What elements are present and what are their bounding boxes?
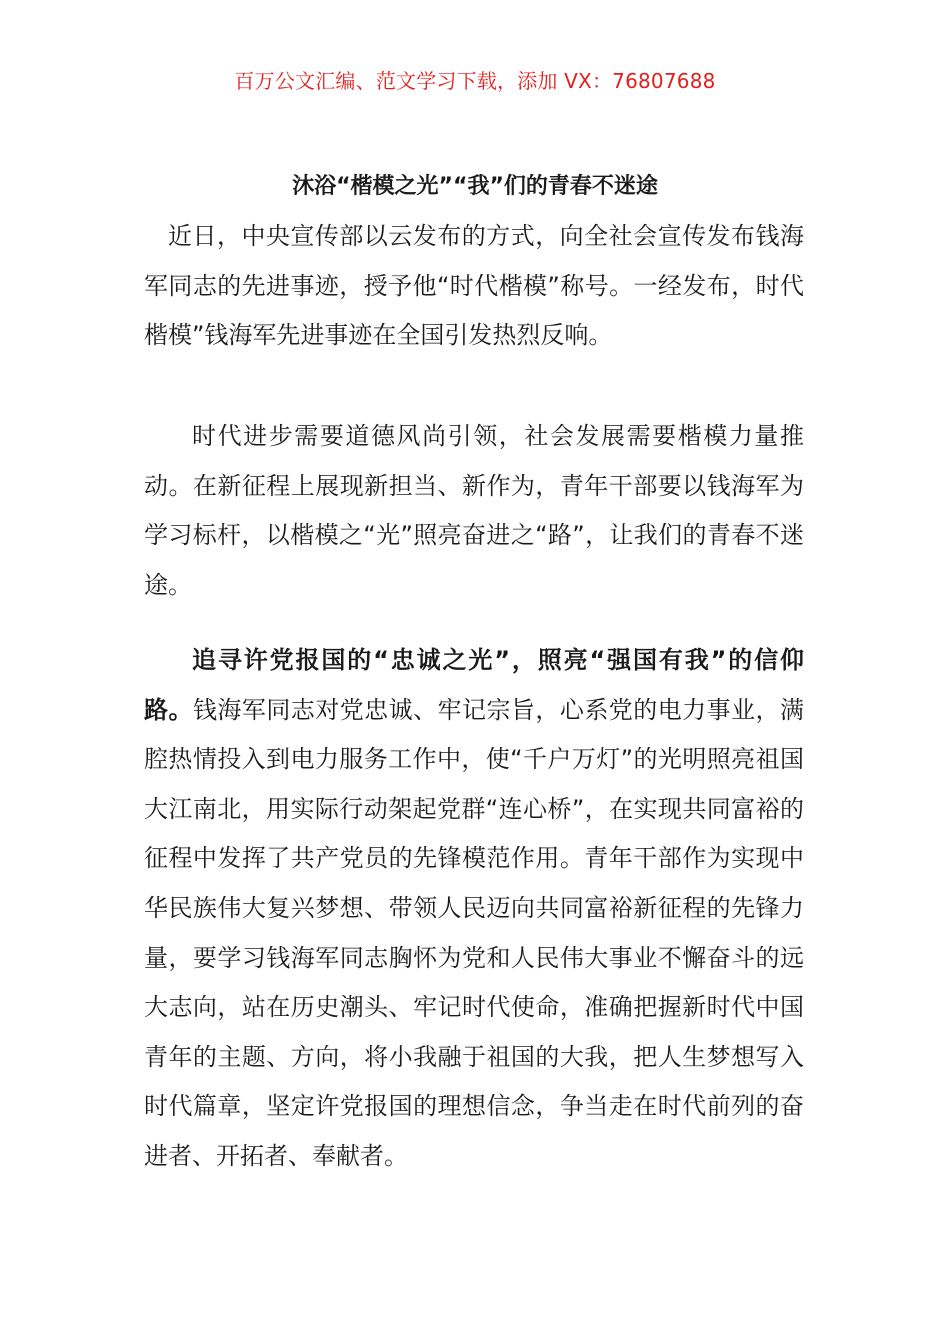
document-title: 沐浴“楷模之光”“我”们的青春不迷途 [292,174,658,199]
paragraph-intro: 近日，中央宣传部以云发布的方式，向全社会宣传发布钱海军同志的先进事迹，授予他“时代楷模”称号。一经发布，时代楷模”钱海军先进事迹在全国引发热烈反响。 [144,222,804,350]
section-1-lead: 追寻许党报国的“忠诚之光”，照亮“强国有我”的信仰路。 [144,646,804,724]
header-watermark-note: 百万公文汇编、范文学习下载，添加 VX：76807688 [234,69,716,93]
section-1-body: 钱海军同志对党忠诚、牢记宗旨，心系党的电力事业，满腔热情投入到电力服务工作中，使“千户万灯”的光明照亮祖国大江南北，用实际行动架起党群“连心桥”，在实现共同富裕的征程中发挥了共产党员的先锋模范作用。青年干部作为实现中华民族伟大复兴梦想、带领人民迈向共同富裕新征程的先锋力量，要学习钱海军同志胸怀为党和人民伟大事业不懈奋斗的远大志向，站在历史潮头、牢记时代使命，准确把握新时代中国青年的主题、方向，将小我融于祖国的大我，把人生梦想写入时代篇章，坚定许党报国的理想信念，争当走在时代前列的奋进者、开拓者、奉献者。 [144,695,805,1170]
paragraph-overview: 时代进步需要道德风尚引领，社会发展需要楷模力量推动。在新征程上展现新担当、新作为，青年干部要以钱海军为学习标杆，以楷模之“光”照亮奋进之“路”，让我们的青春不迷途。 [144,422,804,599]
paragraph-section-1 [144,636,804,1182]
